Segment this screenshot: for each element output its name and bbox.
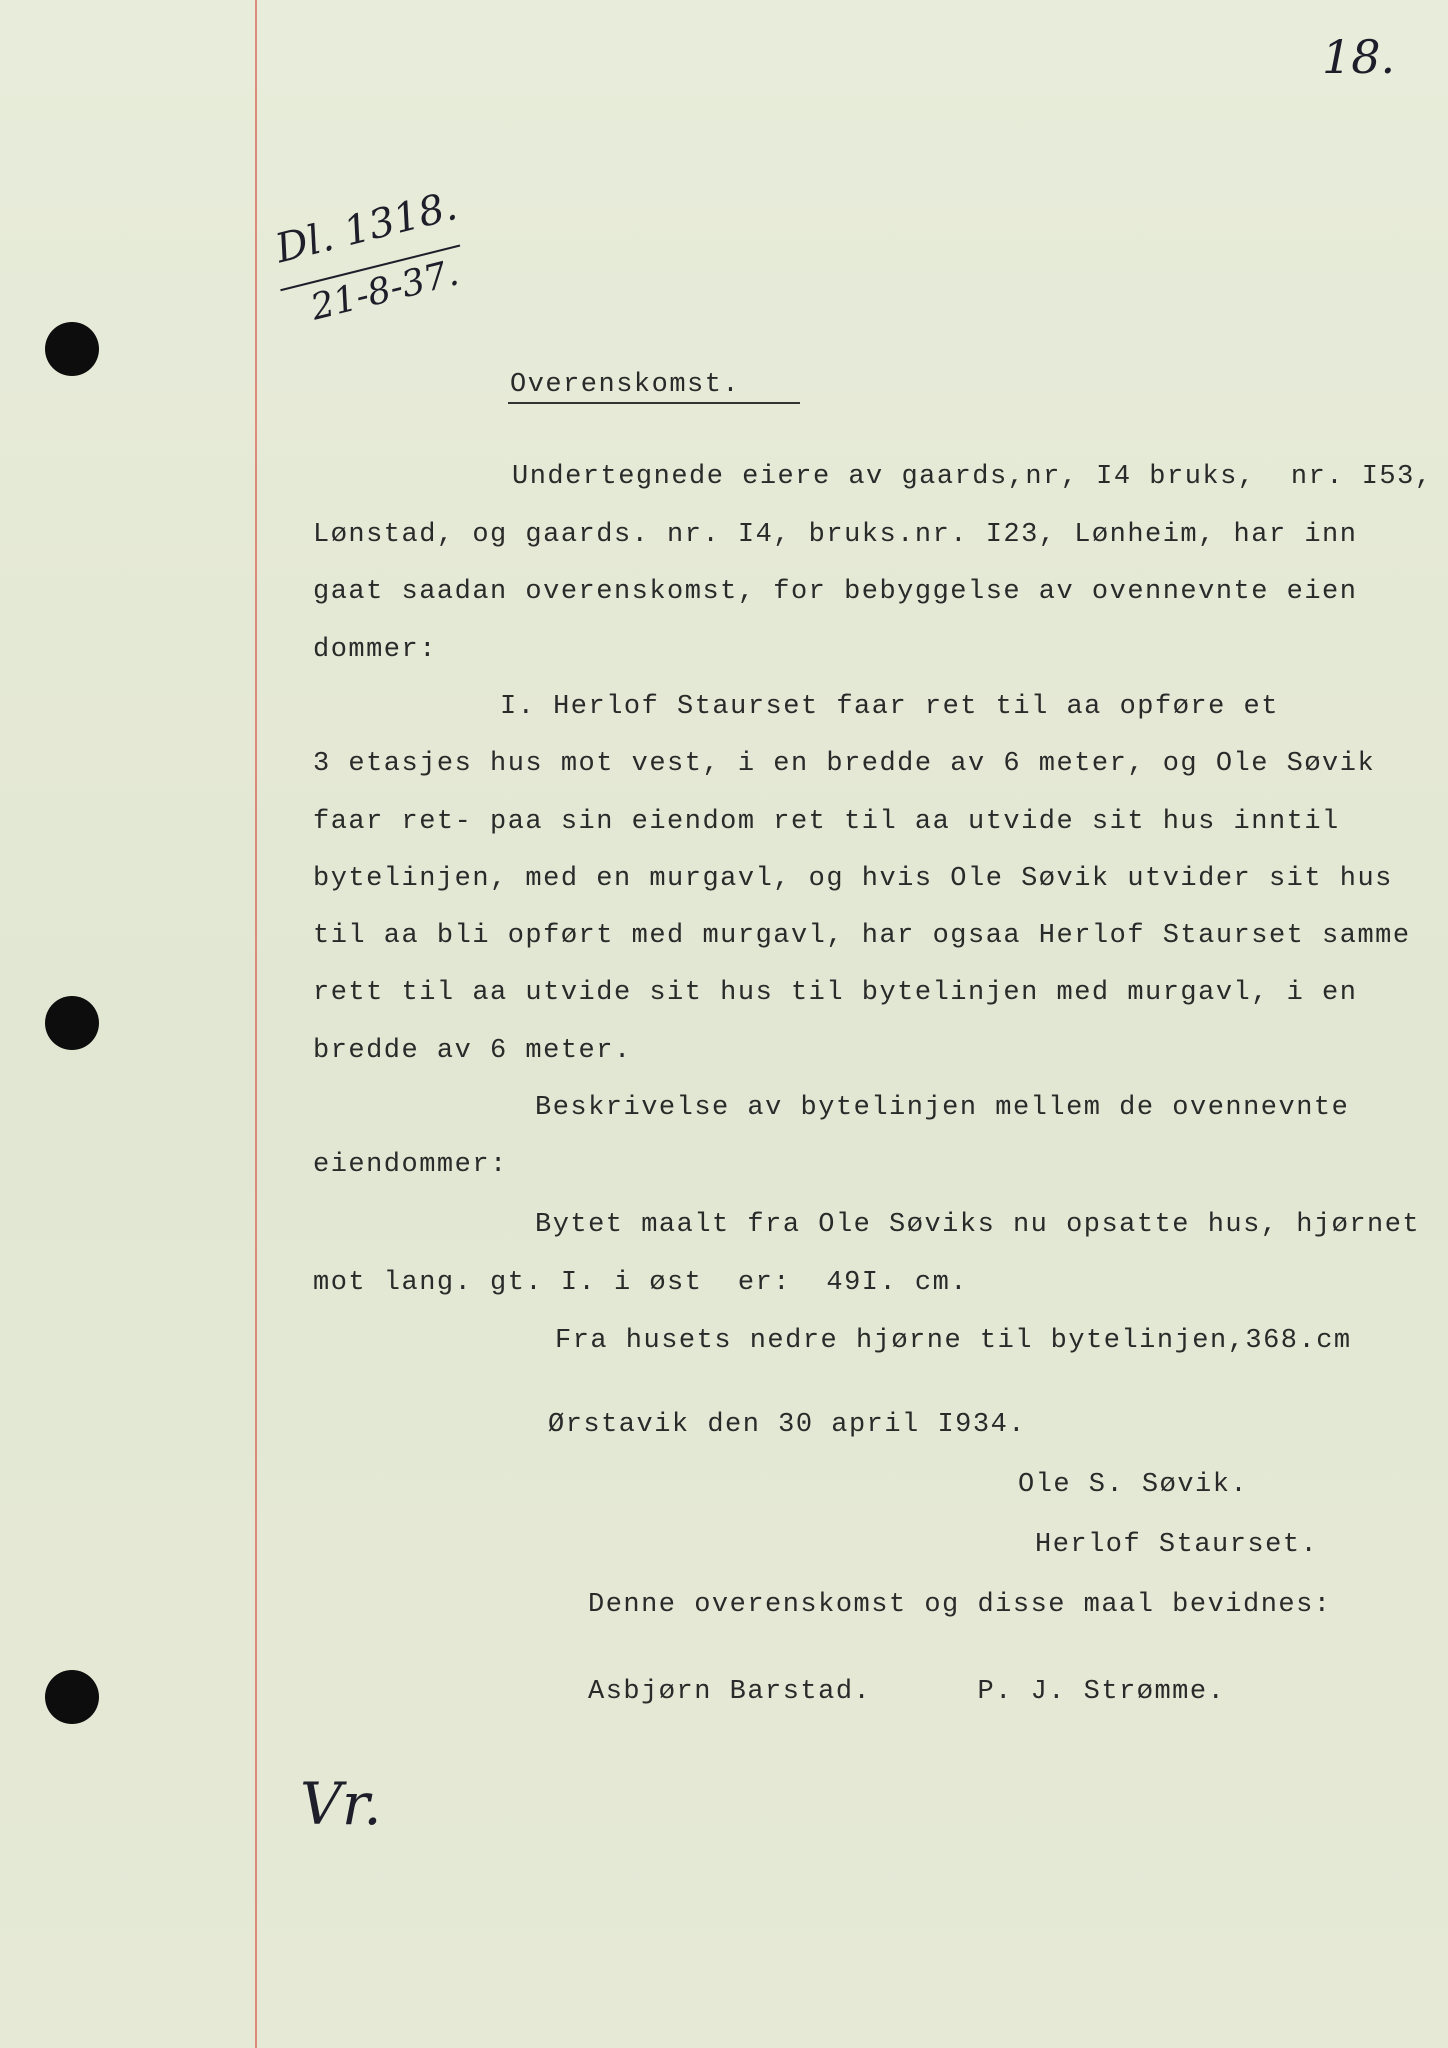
witness-line: Denne overenskomst og disse maal bevidnes:	[588, 1590, 1332, 1620]
punch-hole	[45, 1670, 99, 1724]
signature-line: Herlof Staurset.	[1035, 1530, 1319, 1560]
body-line: I. Herlof Staurset faar ret til aa opføre et	[500, 692, 1279, 722]
marginal-note	[258, 152, 488, 346]
witness-signatures: Asbjørn Barstad. P. J. Strømme.	[588, 1677, 1226, 1707]
punch-hole	[45, 322, 99, 376]
punch-hole	[45, 996, 99, 1050]
margin-rule	[255, 0, 257, 2048]
initials: Vr.	[300, 1770, 382, 1838]
body-line: til aa bli opført med murgavl, har ogsaa Herlof Staurset samme	[313, 921, 1411, 951]
body-line: dommer:	[313, 635, 437, 665]
body-line: Ørstavik den 30 april I934.	[548, 1410, 1026, 1440]
body-line: Bytet maalt fra Ole Søviks nu opsatte hus, hjørnet	[535, 1210, 1421, 1240]
title-underline	[508, 402, 800, 404]
marginal-date: 21-8-37.	[306, 252, 463, 329]
body-line: eiendommer:	[313, 1150, 508, 1180]
body-line: Lønstad, og gaards. nr. I4, bruks.nr. I23, Lønheim, har inn	[313, 520, 1358, 550]
body-line: faar ret- paa sin eiendom ret til aa utvide sit hus inntil	[313, 807, 1340, 837]
body-line: mot lang. gt. I. i øst er: 49I. cm.	[313, 1268, 968, 1298]
body-line: bytelinjen, med en murgavl, og hvis Ole Søvik utvider sit hus	[313, 864, 1393, 894]
body-line: rett til aa utvide sit hus til bytelinjen med murgavl, i en	[313, 978, 1358, 1008]
page-number: 18.	[1322, 30, 1396, 84]
body-line: Beskrivelse av bytelinjen mellem de ovennevnte	[535, 1093, 1350, 1123]
signature-line: Ole S. Søvik.	[1018, 1470, 1249, 1500]
body-line: 3 etasjes hus mot vest, i en bredde av 6 meter, og Ole Søvik	[313, 749, 1376, 779]
body-line: Undertegnede eiere av gaards,nr, I4 bruks, nr. I53,	[512, 462, 1433, 492]
body-line: gaat saadan overenskomst, for bebyggelse av ovennevnte eien	[313, 577, 1358, 607]
document-title: Overenskomst.	[510, 370, 741, 400]
marginal-ref: Dl. 1318.	[271, 182, 462, 273]
body-line: bredde av 6 meter.	[313, 1036, 632, 1066]
body-line: Fra husets nedre hjørne til bytelinjen,368.cm	[555, 1326, 1352, 1356]
